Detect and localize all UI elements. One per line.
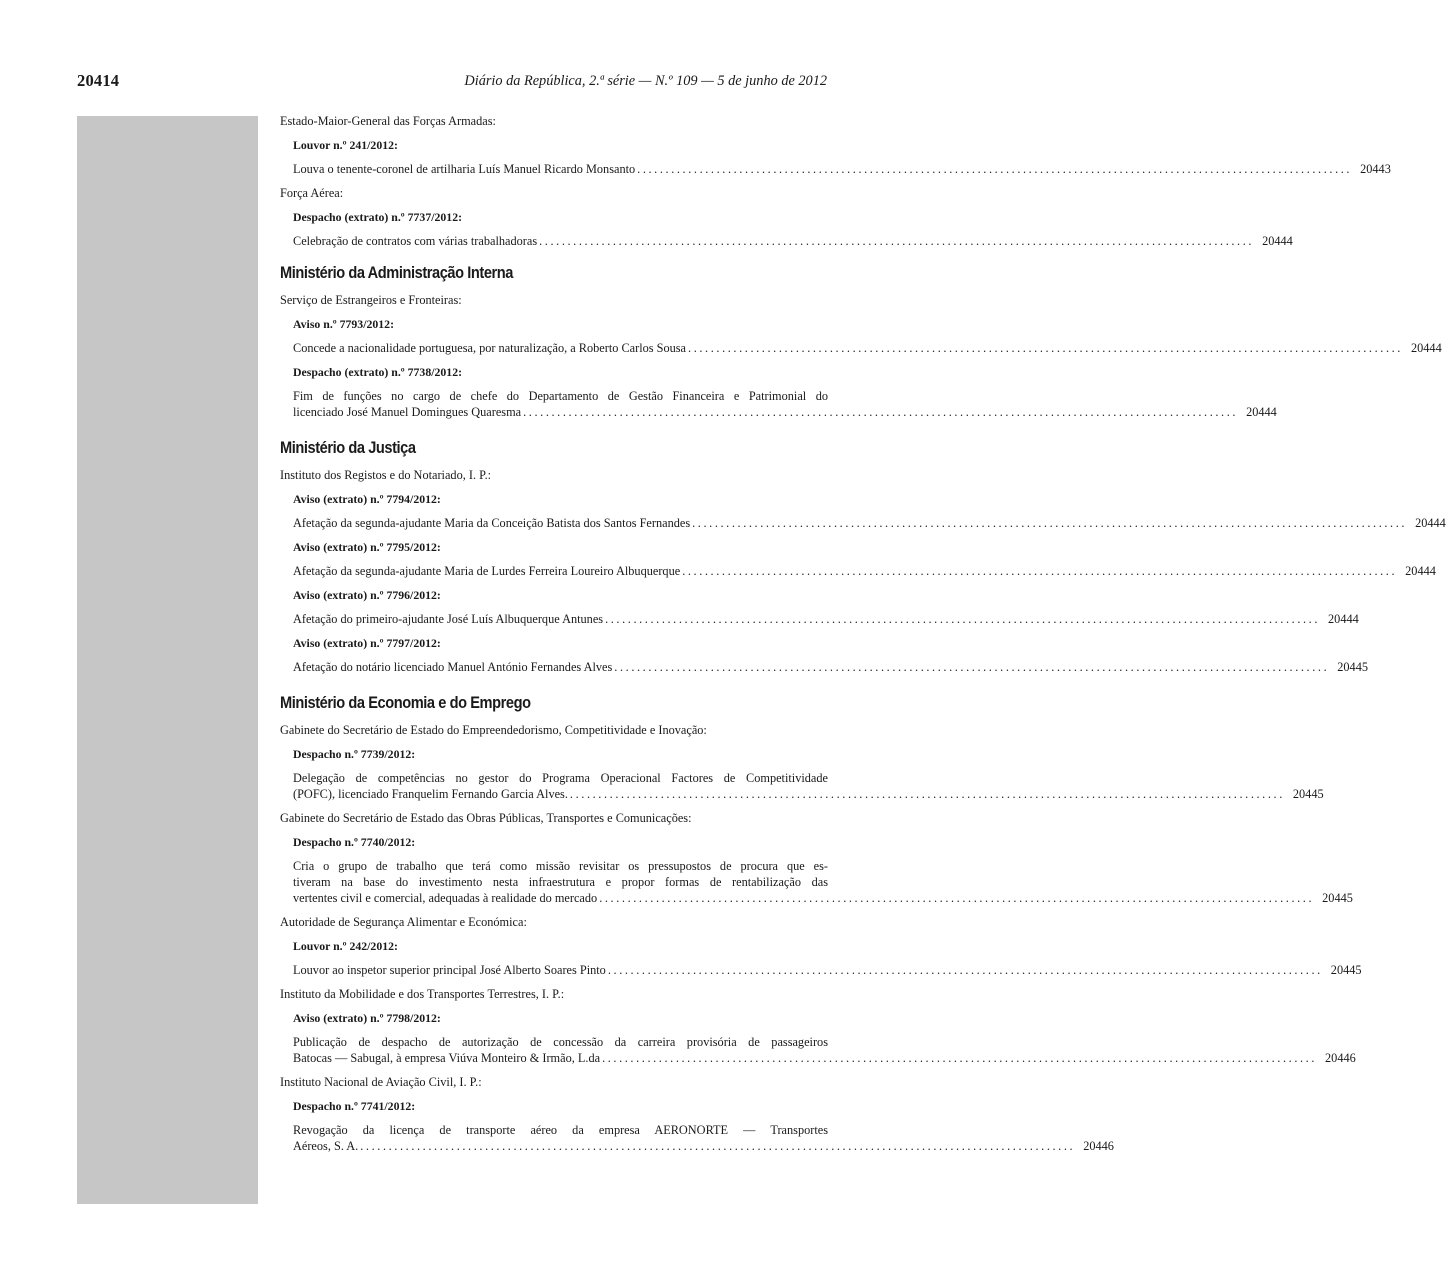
- ministry-section: [280, 438, 1446, 675]
- document-title: Despacho (extrato) n.º 7738/2012:: [293, 365, 463, 379]
- summary-text: (POFC), licenciado Franquelim Fernando Garcia Alves.: [293, 787, 568, 801]
- summary-last-line: [293, 1138, 1114, 1154]
- summary-last-line: [293, 161, 1391, 177]
- dot-leader: ..............................................................................................................................: [539, 234, 1255, 248]
- dot-leader: ..............................................................................................................................: [607, 963, 1323, 977]
- summary-line: Delegação de competências no gestor do Programa Operacional Factores de Competitividade: [293, 771, 828, 785]
- summary-text: Afetação da segunda-ajudante Maria da Conceição Batista dos Santos Fernandes: [293, 516, 691, 530]
- ministry-section: [280, 113, 1391, 249]
- document-summary: [293, 340, 1442, 356]
- document-summary: [293, 770, 1324, 802]
- document-summary: [293, 563, 1436, 579]
- document-title: Aviso (extrato) n.º 7795/2012:: [293, 540, 441, 554]
- document-summary: [293, 962, 1362, 978]
- page-reference[interactable]: 20445: [1292, 787, 1324, 801]
- summary-last-line: [293, 1050, 1356, 1066]
- summary-line: tiveram na base do investimento nesta infraestrutura e propor formas de rentabilização das: [293, 875, 828, 889]
- entity-label: Força Aérea:: [280, 186, 344, 200]
- summary-text: licenciado José Manuel Domingues Quaresma: [293, 405, 522, 419]
- page-reference[interactable]: 20444: [1410, 341, 1442, 355]
- summary-text: Aéreos, S. A.: [293, 1139, 359, 1153]
- summary-last-line: [293, 786, 1324, 802]
- dot-leader: ..............................................................................................................................: [692, 516, 1408, 530]
- summary-text: Batocas — Sabugal, à empresa Viúva Monteiro & Irmão, L.da: [293, 1051, 601, 1065]
- dot-leader: ..............................................................................................................................: [605, 612, 1321, 626]
- document-summary: [293, 1034, 1356, 1066]
- entity-label: Instituto Nacional de Aviação Civil, I. P.:: [280, 1075, 482, 1089]
- entity-label: Instituto dos Registos e do Notariado, I. P.:: [280, 468, 492, 482]
- summary-last-line: [293, 611, 1359, 627]
- document-title: Louvor n.º 242/2012:: [293, 939, 398, 953]
- page-number: 20414: [77, 71, 120, 90]
- document-title: Despacho (extrato) n.º 7737/2012:: [293, 210, 463, 224]
- summary-text: Louva o tenente-coronel de artilharia Luís Manuel Ricardo Monsanto: [293, 162, 636, 176]
- summary-last-line: [293, 404, 1277, 420]
- document-title: Aviso n.º 7793/2012:: [293, 317, 395, 331]
- dot-leader: ..............................................................................................................................: [523, 405, 1239, 419]
- summary-text: Concede a nacionalidade portuguesa, por naturalização, a Roberto Carlos Sousa: [293, 341, 687, 355]
- entity-label: Serviço de Estrangeiros e Fronteiras:: [280, 293, 462, 307]
- document-summary: [293, 858, 1353, 906]
- summary-last-line: [293, 563, 1436, 579]
- summary-line: Fim de funções no cargo de chefe do Departamento de Gestão Financeira e Patrimonial do: [293, 389, 828, 403]
- summary-line: Publicação de despacho de autorização de concessão da carreira provisória de passageiros: [293, 1035, 828, 1049]
- summary-last-line: [293, 890, 1353, 906]
- running-header: Diário da República, 2.ª série — N.º 109 — 5 de junho de 2012: [464, 73, 827, 89]
- summary-line: Cria o grupo de trabalho que terá como missão revisitar os pressupostos de procura que es-: [293, 859, 828, 873]
- document-title: Aviso (extrato) n.º 7797/2012:: [293, 636, 441, 650]
- summary-text: Afetação da segunda-ajudante Maria de Lurdes Ferreira Loureiro Albuquerque: [293, 564, 681, 578]
- document-summary: [293, 611, 1359, 627]
- entity-label: Estado-Maior-General das Forças Armadas:: [280, 114, 496, 128]
- dot-leader: ..............................................................................................................................: [614, 660, 1330, 674]
- dot-leader: ..............................................................................................................................: [360, 1139, 1076, 1153]
- document-title: Despacho n.º 7740/2012:: [293, 835, 416, 849]
- summary-text: Louvor ao inspetor superior principal José Alberto Soares Pinto: [293, 963, 606, 977]
- dot-leader: ..............................................................................................................................: [682, 564, 1398, 578]
- page-reference[interactable]: 20445: [1330, 963, 1362, 977]
- page-reference[interactable]: 20444: [1262, 234, 1293, 248]
- dot-leader: ..............................................................................................................................: [688, 341, 1403, 355]
- document-title: Louvor n.º 241/2012:: [293, 138, 398, 152]
- page-reference[interactable]: 20445: [1322, 891, 1353, 905]
- page-reference[interactable]: 20446: [1325, 1051, 1356, 1065]
- dot-leader: ..............................................................................................................................: [637, 162, 1353, 176]
- dot-leader: ..............................................................................................................................: [602, 1051, 1318, 1065]
- summary-last-line: [293, 962, 1362, 978]
- document-summary: [293, 515, 1446, 531]
- summary-last-line: [293, 515, 1446, 531]
- dot-leader: ..............................................................................................................................: [599, 891, 1315, 905]
- page-reference[interactable]: 20444: [1246, 405, 1277, 419]
- document-title: Aviso (extrato) n.º 7794/2012:: [293, 492, 441, 506]
- document-title: Despacho n.º 7739/2012:: [293, 747, 416, 761]
- summary-text: vertentes civil e comercial, adequadas à realidade do mercado: [293, 891, 598, 905]
- ministry-section: [280, 693, 1362, 1154]
- dot-leader: ..............................................................................................................................: [569, 787, 1285, 801]
- summary-text: Afetação do notário licenciado Manuel António Fernandes Alves: [293, 660, 613, 674]
- ministry-heading: Ministério da Economia e do Emprego: [280, 693, 531, 712]
- page-reference[interactable]: 20445: [1337, 660, 1368, 674]
- document-title: Aviso (extrato) n.º 7798/2012:: [293, 1011, 441, 1025]
- page-reference[interactable]: 20444: [1405, 564, 1436, 578]
- page-reference[interactable]: 20444: [1415, 516, 1446, 530]
- document-title: Despacho n.º 7741/2012:: [293, 1099, 416, 1113]
- entity-label: Instituto da Mobilidade e dos Transportes Terrestres, I. P.:: [280, 987, 565, 1001]
- summary-margin-column: [77, 116, 258, 1204]
- summary-text: Celebração de contratos com várias trabalhadoras: [293, 234, 538, 248]
- entity-label: Autoridade de Segurança Alimentar e Económica:: [280, 915, 527, 929]
- ministry-heading: Ministério da Justiça: [280, 438, 416, 457]
- page-reference[interactable]: 20443: [1360, 162, 1391, 176]
- ministry-section: [280, 263, 1442, 420]
- document-summary: [293, 161, 1391, 177]
- page-reference[interactable]: 20444: [1328, 612, 1359, 626]
- document-summary: [293, 388, 1277, 420]
- summary-text: Afetação do primeiro-ajudante José Luís Albuquerque Antunes: [293, 612, 604, 626]
- page-reference[interactable]: 20446: [1083, 1139, 1114, 1153]
- summary-last-line: [293, 659, 1368, 675]
- document-summary: [293, 1122, 1114, 1154]
- summary-last-line: [293, 233, 1293, 249]
- ministry-heading: Ministério da Administração Interna: [280, 263, 514, 282]
- summary-content: [280, 113, 1446, 1162]
- document-summary: [293, 233, 1293, 249]
- entity-label: Gabinete do Secretário de Estado das Obras Públicas, Transportes e Comunicações:: [280, 811, 692, 825]
- document-title: Aviso (extrato) n.º 7796/2012:: [293, 588, 441, 602]
- summary-line: Revogação da licença de transporte aéreo da empresa AERONORTE — Transportes: [293, 1123, 828, 1137]
- entity-label: Gabinete do Secretário de Estado do Empreendedorismo, Competitividade e Inovação:: [280, 723, 707, 737]
- summary-last-line: [293, 340, 1442, 356]
- document-summary: [293, 659, 1368, 675]
